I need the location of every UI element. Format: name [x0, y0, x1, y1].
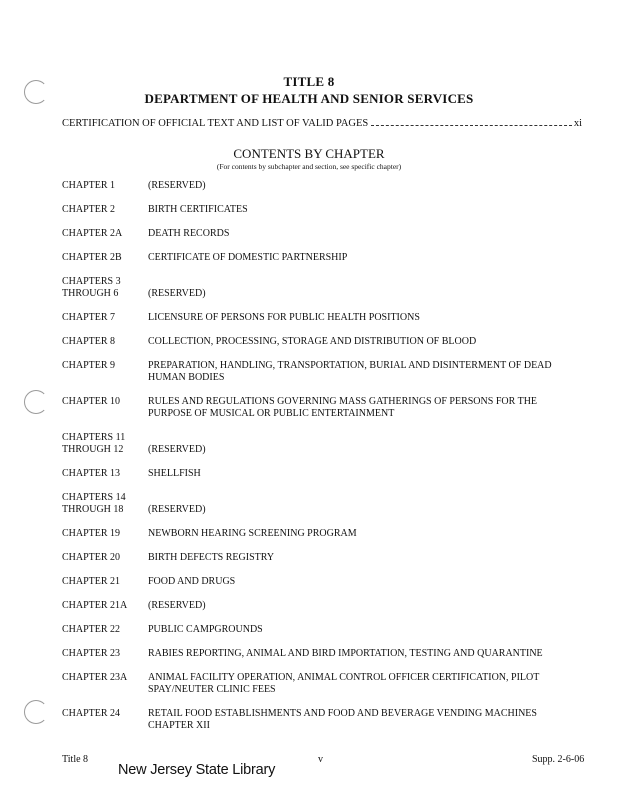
chapter-number: CHAPTER 2	[62, 204, 116, 215]
chapter-number: CHAPTER 2A	[62, 228, 123, 239]
chapter-number: CHAPTER 24	[62, 708, 121, 719]
chapter-number: CHAPTERS 3 THROUGH 6	[62, 276, 121, 299]
chapter-number: CHAPTER 23A	[62, 672, 128, 683]
chapter-number: CHAPTER 20	[62, 552, 121, 563]
chapter-list	[62, 180, 562, 744]
footer-title: Title 8	[62, 754, 89, 765]
chapter-number: CHAPTER 22	[62, 624, 121, 635]
binder-hole-bottom	[24, 700, 48, 724]
chapter-row	[62, 468, 562, 480]
chapter-row	[62, 360, 562, 384]
chapter-title: RETAIL FOOD ESTABLISHMENTS AND FOOD AND BEVERAGE VENDING MACHINES CHAPTER XII	[148, 708, 537, 731]
chapter-title: (RESERVED)	[148, 288, 206, 299]
chapter-number: CHAPTER 13	[62, 468, 121, 479]
chapter-title: PREPARATION, HANDLING, TRANSPORTATION, BURIAL AND DISINTERMENT OF DEAD HUMAN BODIES	[148, 360, 552, 383]
contents-heading: CONTENTS BY CHAPTER	[233, 146, 385, 161]
chapter-row	[62, 336, 562, 348]
chapter-title: LICENSURE OF PERSONS FOR PUBLIC HEALTH POSITIONS	[148, 312, 420, 323]
certification-line	[62, 118, 582, 129]
department-heading: DEPARTMENT OF HEALTH AND SENIOR SERVICES	[144, 91, 474, 106]
chapter-title: PUBLIC CAMPGROUNDS	[148, 624, 263, 635]
chapter-number: CHAPTER 10	[62, 396, 121, 407]
chapter-row	[62, 276, 562, 300]
chapter-number: CHAPTER 21A	[62, 600, 128, 611]
chapter-title: RULES AND REGULATIONS GOVERNING MASS GATHERINGS OF PERSONS FOR THE PURPOSE OF MUSICAL OR PUBLIC ENTERTAINMENT	[148, 396, 538, 419]
chapter-title: BIRTH CERTIFICATES	[148, 204, 248, 215]
chapter-row	[62, 492, 562, 516]
chapter-title: COLLECTION, PROCESSING, STORAGE AND DISTRIBUTION OF BLOOD	[148, 336, 477, 347]
chapter-row	[62, 312, 562, 324]
chapter-number: CHAPTER 7	[62, 312, 116, 323]
chapter-number: CHAPTER 9	[62, 360, 116, 371]
chapter-title: CERTIFICATE OF DOMESTIC PARTNERSHIP	[148, 252, 348, 263]
chapter-row	[62, 396, 562, 420]
chapter-number: CHAPTER 19	[62, 528, 121, 539]
chapter-number: CHAPTER 2B	[62, 252, 122, 263]
binder-hole-middle	[24, 390, 48, 414]
chapter-row	[62, 228, 562, 240]
chapter-title: RABIES REPORTING, ANIMAL AND BIRD IMPORTATION, TESTING AND QUARANTINE	[148, 648, 543, 659]
chapter-title: (RESERVED)	[148, 180, 206, 191]
chapter-title: DEATH RECORDS	[148, 228, 230, 239]
chapter-number: CHAPTER 8	[62, 336, 116, 347]
chapter-number: CHAPTER 23	[62, 648, 121, 659]
chapter-title: SHELLFISH	[148, 468, 201, 479]
chapter-title: (RESERVED)	[148, 444, 206, 455]
chapter-title: (RESERVED)	[148, 600, 206, 611]
chapter-title: ANIMAL FACILITY OPERATION, ANIMAL CONTROL OFFICER CERTIFICATION, PILOT SPAY/NEUTER CLINIC FEES	[148, 672, 540, 695]
chapter-title: (RESERVED)	[148, 504, 206, 515]
chapter-row	[62, 552, 562, 564]
chapter-number: CHAPTERS 11 THROUGH 12	[62, 432, 126, 455]
chapter-row	[62, 204, 562, 216]
chapter-title: BIRTH DEFECTS REGISTRY	[148, 552, 275, 563]
contents-subheading: (For contents by subchapter and section, see specific chapter)	[216, 162, 402, 171]
library-stamp: New Jersey State Library	[118, 762, 276, 778]
dot-leader	[371, 124, 572, 126]
chapter-row	[62, 708, 562, 732]
chapter-row	[62, 180, 562, 192]
chapter-title: NEWBORN HEARING SCREENING PROGRAM	[148, 528, 357, 539]
title-heading: TITLE 8	[283, 74, 335, 89]
chapter-row	[62, 576, 562, 588]
chapter-row	[62, 648, 562, 660]
footer-supplement-date: Supp. 2-6-06	[532, 754, 585, 765]
chapter-row	[62, 624, 562, 636]
certification-page: xi	[573, 118, 582, 129]
chapter-row	[62, 600, 562, 612]
chapter-row	[62, 672, 562, 696]
footer-page-number: v	[318, 754, 323, 765]
chapter-row	[62, 432, 562, 456]
chapter-number: CHAPTER 1	[62, 180, 116, 191]
chapter-title: FOOD AND DRUGS	[148, 576, 236, 587]
chapter-number: CHAPTERS 14 THROUGH 18	[62, 492, 126, 515]
certification-label: CERTIFICATION OF OFFICIAL TEXT AND LIST OF VALID PAGES	[62, 118, 369, 129]
chapter-number: CHAPTER 21	[62, 576, 121, 587]
chapter-row	[62, 252, 562, 264]
chapter-row	[62, 528, 562, 540]
